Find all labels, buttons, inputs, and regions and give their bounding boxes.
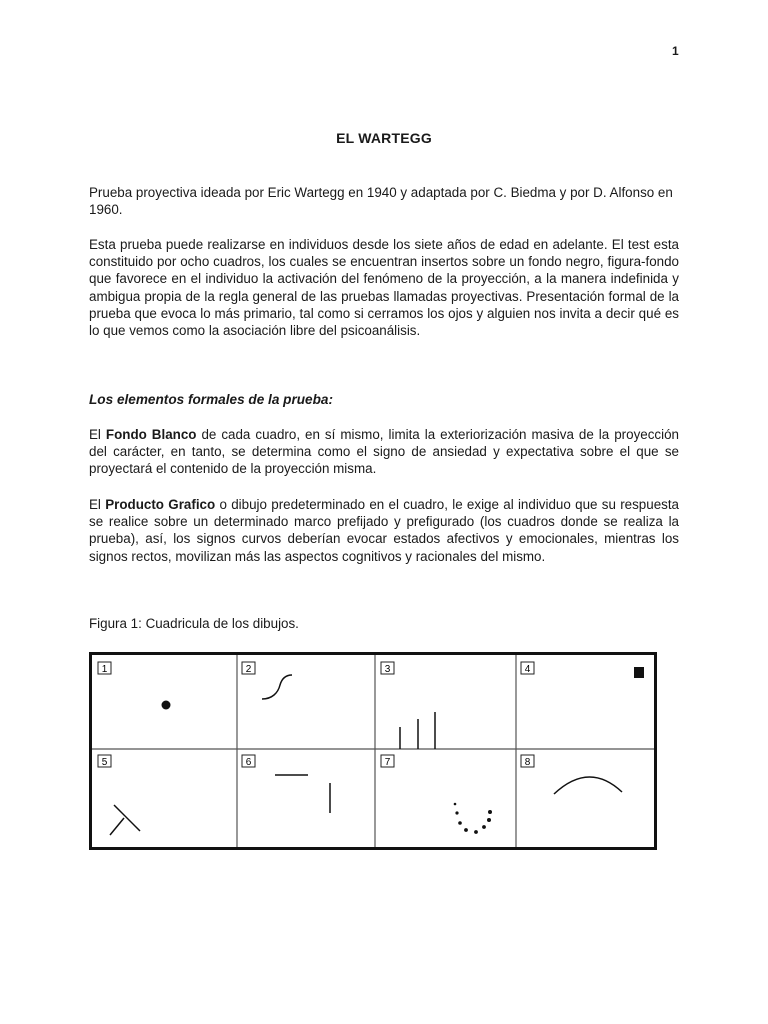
figure-caption: Figura 1: Cuadricula de los dibujos. — [89, 616, 299, 631]
fondo-blanco-term: Fondo Blanco — [105, 427, 197, 442]
box-1-number: 1 — [101, 664, 108, 675]
box-2-wavy-stimulus — [262, 675, 292, 699]
box-2-number: 2 — [245, 664, 252, 675]
box-7-dot — [474, 830, 478, 834]
box-7-dot — [488, 810, 492, 814]
box-8-arc-stimulus — [554, 777, 622, 794]
box-4-number: 4 — [524, 664, 531, 675]
fondo-blanco-paragraph — [89, 426, 679, 478]
box-3 — [381, 662, 435, 749]
box-4 — [521, 662, 644, 678]
producto-grafico-paragraph — [89, 496, 679, 565]
box-2 — [242, 662, 292, 699]
box-8-number: 8 — [524, 757, 531, 768]
box-6 — [242, 755, 330, 813]
page-number: 1 — [672, 44, 679, 58]
fondo-blanco-prefix: El — [89, 427, 106, 442]
box-7-dot — [458, 821, 462, 825]
box-5-short-diagonal — [110, 818, 124, 835]
description-paragraph: Esta prueba puede realizarse en individuos desde los siete años de edad en adelante. El test esta constituido por ocho cuadros, los cuales se encuentran insertos sobre un fondo negro, figura-fondo que favorece en el individuo la activación del fenómeno de la proyección, a la manera indefinida y ambigua propia de la regla general de las pruebas llamadas proyectivas. Presentación formal de la prueba que evoca lo más primario, tal como si cerramos los ojos y alguien nos invita a decir qué es lo que vemos como la asociación libre del psicoanálisis. — [89, 237, 679, 339]
box-7 — [381, 755, 492, 834]
box-3-number: 3 — [384, 664, 391, 675]
box-7-dot — [455, 811, 458, 814]
box-7-dot — [487, 818, 491, 822]
box-5-number: 5 — [101, 757, 108, 768]
box-4-square-stimulus — [634, 667, 644, 678]
wartegg-grid — [92, 655, 654, 847]
producto-grafico-prefix: El — [89, 497, 106, 512]
box-1 — [98, 662, 171, 710]
box-7-dot — [482, 825, 486, 829]
fondo-blanco-text: de cada cuadro, en sí mismo, limita la exteriorización masiva de la proyección del carácter, en tanto, se determina como el signo de ansiedad y expectativa sobre el que se proyectará el contenido de la proyección misma. — [89, 427, 679, 477]
producto-grafico-term: Producto Grafico — [105, 497, 216, 512]
box-7-number: 7 — [384, 757, 391, 768]
document-title: EL WARTEGG — [336, 130, 432, 146]
box-1-dot-stimulus — [162, 701, 171, 710]
producto-grafico-text: o dibujo predeterminado en el cuadro, le exige al individuo que su respuesta se realice sobre un determinado marco prefijado y prefigurado (los cuadros donde se realiza la prueba), así, los signos curvos deberían evocar estados afectivos y emocionales, mientras los signos rectos, movilizan más las aspectos cognitivos y racionales del mismo. — [89, 497, 680, 564]
box-6-number: 6 — [245, 757, 252, 768]
box-7-dot — [454, 803, 457, 806]
section-heading: Los elementos formales de la prueba: — [89, 392, 334, 407]
box-5-long-diagonal — [114, 805, 140, 831]
box-5 — [98, 755, 140, 835]
box-7-dot — [464, 828, 468, 832]
intro-paragraph: Prueba proyectiva ideada por Eric Wartegg en 1940 y adaptada por C. Biedma y por D. Alfonso en 1960. — [89, 185, 673, 218]
box-8 — [521, 755, 622, 794]
